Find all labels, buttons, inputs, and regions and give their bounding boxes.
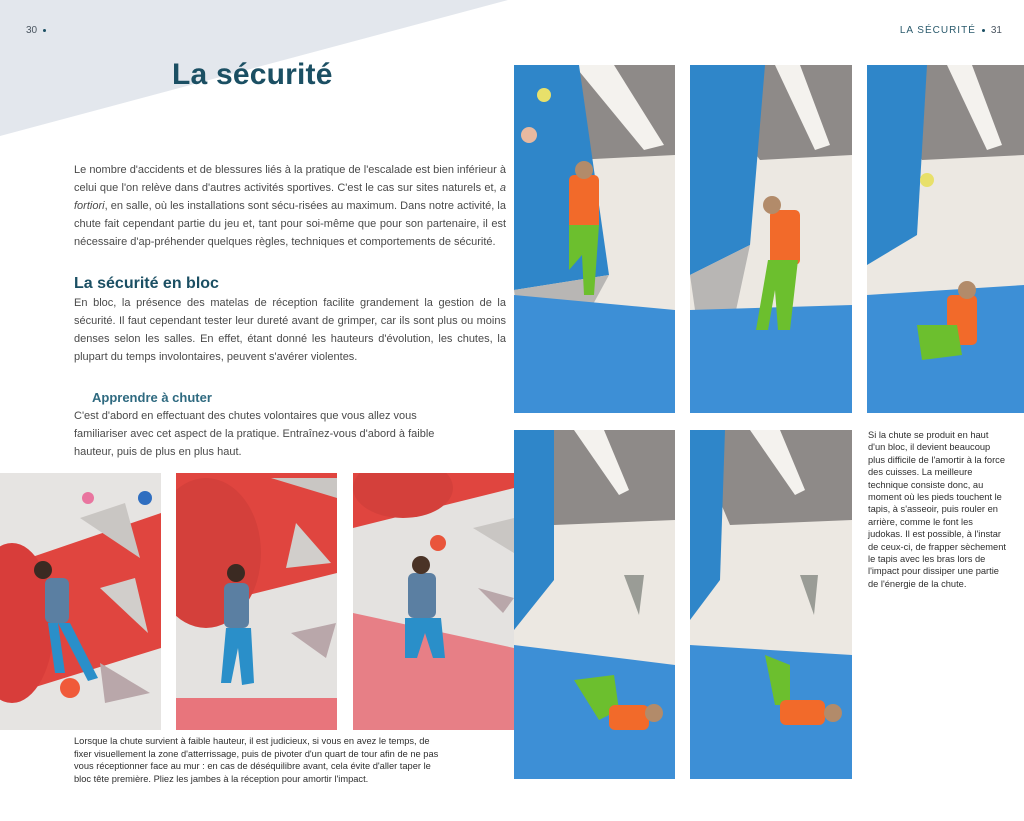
photo-roll-back-2: [690, 430, 852, 779]
photo-low-fall-3: [353, 473, 514, 730]
page-header-right: [900, 25, 1002, 36]
intro-text-italic: a fortiori: [74, 182, 506, 212]
bullet-dot-icon: [43, 29, 46, 32]
photo-high-fall-1: [514, 65, 675, 413]
photo-high-fall-2: [690, 65, 852, 413]
photo-caption-low-fall: Lorsque la chute survient à faible hauteur, il est judicieux, si vous en avez le temps, de fixer visuellement la zone d'atterrissage, puis de pivoter d'un quart de tour afin de ne pas vous réceptionner face au mur : en cas de déséquilibre avant, cela évite d'aller taper le bloc tête première. Pliez les jambes à la réception pour amortir l'impact.: [74, 736, 439, 784]
page-number-left: [26, 25, 52, 36]
page-number-31: 31: [990, 25, 1002, 36]
photo-low-fall-2: [176, 473, 337, 730]
running-head: LA SÉCURITÉ: [899, 25, 976, 36]
intro-text-2: , en salle, où les installations sont sécu-risées au maximum. Dans notre activité, la chute fait cependant partie du jeu et, tant pour soi-même que pour son partenaire, il est nécessaire d'ap-préhender quelques règles, techniques et comportements de sécurité.: [74, 200, 506, 248]
subsection-heading: Apprendre à chuter: [92, 390, 212, 405]
photo-high-fall-3: [867, 65, 1024, 413]
section-paragraph: En bloc, la présence des matelas de réception facilite grandement la gestion de la sécurité. Il faut cependant tester leur dureté avant de grimper, car ils sont plus ou moins denses selon les salles. En effet, étant donné les hauteurs d'évolution, les chutes, la plupart du temps involontaires, peuvent s'avérer violentes.: [74, 297, 506, 363]
photo-caption-high-fall: Si la chute se produit en haut d'un bloc, il devient beaucoup plus difficile de l'amortir à la force des cuisses. La meilleure technique consiste donc, au moment où les pieds touchent le tapis, à s'asseoir, puis rouler en arrière, comme le font les judokas. Il est possible, à l'instar de ceux-ci, de frapper sèchement le tapis avec les bras lors de l'impact pour dissiper une partie de l'énergie de la chute.: [868, 430, 1006, 589]
page-title: La sécurité: [172, 58, 333, 91]
subsection-paragraph: C'est d'abord en effectuant des chutes volontaires que vous allez vous familiariser avec cet aspect de la pratique. Entraînez-vous d'abord à faible hauteur, puis de plus en plus haut.: [74, 410, 435, 458]
photo-roll-back-1: [514, 430, 675, 779]
section-heading: La sécurité en bloc: [74, 275, 219, 292]
photo-low-fall-1: [0, 473, 161, 730]
intro-paragraph: [74, 161, 506, 251]
page-number-30: 30: [26, 25, 38, 36]
intro-text-1: Le nombre d'accidents et de blessures liés à la pratique de l'escalade est bien inférieur à celui que l'on relève dans d'autres activités sportives. C'est le cas sur sites naturels et,: [74, 164, 506, 194]
bullet-dot-icon: [982, 29, 985, 32]
